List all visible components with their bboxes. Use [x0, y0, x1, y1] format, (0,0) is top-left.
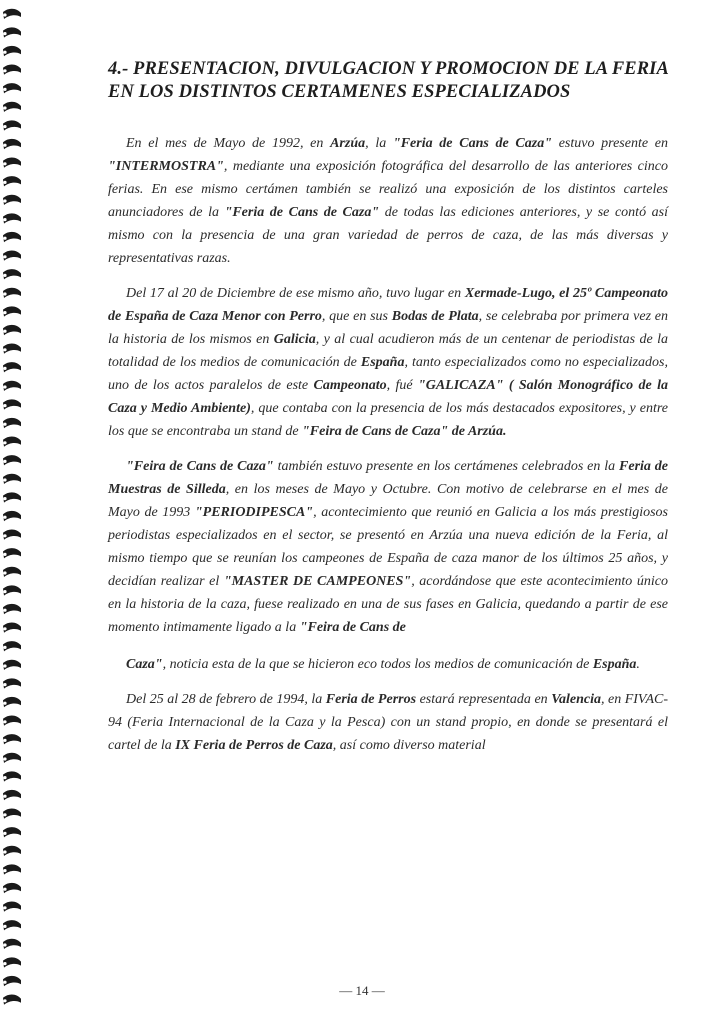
spiral-coil [3, 883, 21, 893]
page-number: — 14 — [339, 983, 385, 998]
spiral-coil [3, 623, 21, 633]
spiral-coil [3, 418, 21, 428]
spiral-coil [3, 753, 21, 763]
section-heading: 4.- PRESENTACION, DIVULGACION Y PROMOCION DE LA FERIA EN LOS DISTINTOS CERTAMENES ESPECIALIZADOS [108, 59, 668, 102]
spiral-coil [3, 678, 21, 688]
spiral-coil [3, 176, 21, 186]
paragraph-1: En el mes de Mayo de 1992, en Arzúa, la "Feria de Cans de Caza" estuvo presente en "INTERMOSTRA", mediante una exposición fotográfica del desarrollo de las anteriores cinco ferias. En ese mismo certámen también se realizó una exposición de los distintos carteles anunciadores de la "Feria de Cans de Caza" de todas las ediciones anteriores, y se contó así mismo con la presencia de una gran variedad de perros de caza, de las más diversas y representativas razas. [108, 136, 668, 266]
spiral-coil [3, 902, 21, 912]
paragraph-4: Caza", noticia esta de la que se hicieron eco todos los medios de comunicación de España. [126, 657, 640, 672]
paragraph-2: Del 17 al 20 de Diciembre de ese mismo año, tuvo lugar en Xermade-Lugo, el 25º Campeonato de España de Caza Menor con Perro, que en sus Bodas de Plata, se celebraba por primera vez en la historia de los mismos en Galicia, y al cual acudieron más de un centenar de periodistas de la totalidad de los medios de comunicación de España, tanto especializados como no especializados, uno de los actos paralelos de este Campeonato, fué "GALICAZA" ( Salón Monográfico de la Caza y Medio Ambiente), que contaba con la presencia de los más destacados expositores, y entre los que se encontraba un stand de "Feira de Cans de Caza" de Arzúa. [108, 286, 668, 439]
spiral-coil [3, 437, 21, 447]
spiral-coil [3, 251, 21, 261]
spiral-coil [3, 399, 21, 409]
spiral-coil [3, 27, 21, 37]
spiral-coil [3, 120, 21, 130]
spiral-coil [3, 492, 21, 502]
spiral-coil [3, 734, 21, 744]
spiral-binding-icon [0, 0, 26, 1024]
spiral-coil [3, 827, 21, 837]
spiral-coil [3, 920, 21, 930]
spiral-coil [3, 269, 21, 279]
paragraph-3: "Feira de Cans de Caza" también estuvo presente en los certámenes celebrados en la Feria de Muestras de Silleda, en los meses de Mayo y Octubre. Con motivo de celebrarse en el mes de Mayo de 1993 "PERIODIPESCA", acontecimiento que reunió en Galicia a los más prestigiosos periodistas especializados en el sector, se presentó en Arzúa una nueva edición de la Feria, al mismo tiempo que se reunían los campeones de España de caza manor de los últimos 25 años, y decidían realizar el "MASTER DE CAMPEONES", acordándose que este acontecimiento único en la historia de la caza, fuese realizado en una de sus fases en Galicia, quedando a partir de ese momento intimamente ligado a la "Feira de Cans de [108, 459, 668, 635]
spiral-coil [3, 641, 21, 651]
spiral-coil [3, 957, 21, 967]
spiral-coil [3, 213, 21, 223]
spiral-coil [3, 790, 21, 800]
spiral-coil [3, 809, 21, 819]
spiral-coil [3, 288, 21, 298]
spiral-coil [3, 567, 21, 577]
spiral-coil [3, 46, 21, 56]
spiral-coil [3, 102, 21, 112]
spiral-coil [3, 362, 21, 372]
spiral-coil [3, 344, 21, 354]
spiral-coil [3, 846, 21, 856]
spiral-coil [3, 455, 21, 465]
spiral-coil [3, 771, 21, 781]
spiral-coil [3, 604, 21, 614]
spiral-coil [3, 548, 21, 558]
spiral-coil [3, 65, 21, 75]
spiral-coil [3, 325, 21, 335]
spiral-coil [3, 660, 21, 670]
document-page [108, 58, 668, 769]
spiral-coil [3, 139, 21, 149]
spiral-coil [3, 697, 21, 707]
spiral-coil [3, 474, 21, 484]
spiral-coil [3, 864, 21, 874]
spiral-coil [3, 530, 21, 540]
paragraph-5: Del 25 al 28 de febrero de 1994, la Feria de Perros estará representada en Valencia, en FIVAC-94 (Feria Internacional de la Caza y la Pesca) con un stand propio, en donde se presentará el cartel de la IX Feria de Perros de Caza, así como diverso material [108, 692, 668, 753]
spiral-coil [3, 585, 21, 595]
spiral-coil [3, 381, 21, 391]
spiral-coil [3, 716, 21, 726]
spiral-coil [3, 306, 21, 316]
spiral-coil [3, 9, 21, 19]
spiral-coil [3, 232, 21, 242]
spiral-coil [3, 939, 21, 949]
spiral-coil [3, 195, 21, 205]
spiral-coil [3, 511, 21, 521]
spiral-coil [3, 158, 21, 168]
spiral-coil [3, 83, 21, 93]
